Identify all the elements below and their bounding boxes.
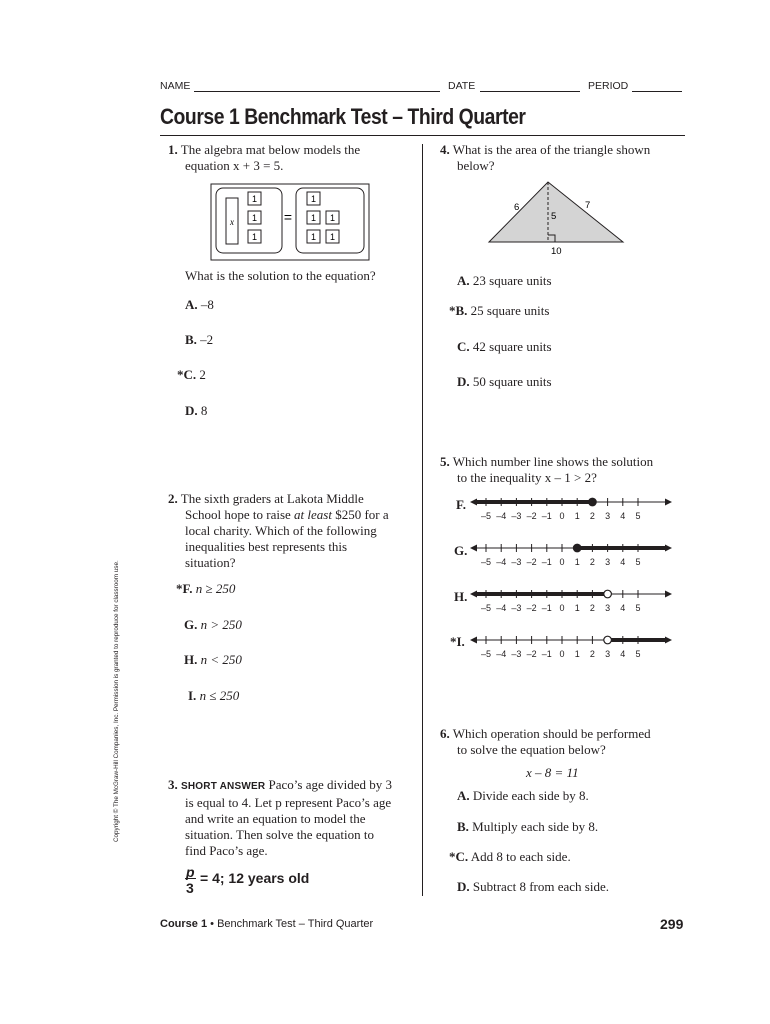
q4-choice-b[interactable] xyxy=(449,303,549,319)
choice-label: A. xyxy=(185,297,198,312)
q5-stem xyxy=(440,454,653,470)
tick-label: 2 xyxy=(589,557,595,567)
choice-label: *C. xyxy=(449,849,469,864)
x-tile-label: x xyxy=(230,217,234,227)
q6-choice-b[interactable] xyxy=(457,819,598,835)
open-point xyxy=(604,590,612,598)
tick-label: 3 xyxy=(605,603,611,613)
unit-tile-label: 1 xyxy=(251,194,258,204)
arrow-right-icon xyxy=(665,499,672,506)
choice-value: Multiply each side by 8. xyxy=(472,819,599,834)
tick-label: 2 xyxy=(589,603,595,613)
choice-label: H. xyxy=(454,589,468,604)
q6-number: 6. xyxy=(440,726,450,741)
tick-label: 1 xyxy=(574,557,580,567)
q6-choice-c[interactable] xyxy=(449,849,571,865)
tick-label: 3 xyxy=(605,557,611,567)
unit-tile-label: 1 xyxy=(251,213,258,223)
q5-number: 5. xyxy=(440,454,450,469)
q6-choice-a[interactable] xyxy=(457,788,589,804)
q5-text-line2: to the inequality x – 1 > 2? xyxy=(457,470,597,485)
q3-answer xyxy=(185,864,385,896)
q1-text-line2: equation x + 3 = 5. xyxy=(185,158,284,173)
tick-label: –3 xyxy=(511,649,522,659)
tick-label: –2 xyxy=(526,603,537,613)
answer-result: = 4; 12 years old xyxy=(200,870,310,886)
tick-label: –5 xyxy=(480,649,492,659)
tick-label: 4 xyxy=(620,603,626,613)
q5-option-label-g[interactable] xyxy=(454,543,467,559)
closed-point xyxy=(573,544,581,552)
q3-line: is equal to 4. Let p represent Paco’s age xyxy=(185,795,392,810)
choice-label: C. xyxy=(457,339,470,354)
tick-label: 1 xyxy=(574,511,580,521)
choice-label: D. xyxy=(457,374,470,389)
triangle-figure xyxy=(485,178,630,258)
tick-label: –4 xyxy=(496,511,507,521)
tick-label: 1 xyxy=(574,603,580,613)
choice-label: F. xyxy=(456,497,466,512)
choice-value: n ≤ 250 xyxy=(199,688,240,703)
choice-label: B. xyxy=(457,819,469,834)
date-label: DATE xyxy=(448,80,476,92)
height-label: 5 xyxy=(551,211,557,222)
answer-denominator: 3 xyxy=(186,880,194,896)
tick-label: 4 xyxy=(620,649,626,659)
tick-label: 0 xyxy=(559,557,565,567)
choice-label: A. xyxy=(457,273,470,288)
tick-label: –3 xyxy=(511,603,522,613)
q3-number: 3. xyxy=(168,777,178,792)
q3-line: Paco’s age divided by 3 xyxy=(268,777,392,792)
q4-choice-a[interactable] xyxy=(457,273,552,289)
column-divider xyxy=(422,144,423,896)
choice-value: 2 xyxy=(199,367,206,382)
q2-choice-f[interactable] xyxy=(176,581,235,597)
choice-label: *B. xyxy=(449,303,468,318)
q1-number: 1. xyxy=(168,142,178,157)
q4-stem xyxy=(440,142,650,158)
q4-number: 4. xyxy=(440,142,450,157)
choice-value: –8 xyxy=(200,297,214,312)
copyright-notice: Copyright © The McGraw-Hill Companies, Inc. Permission is granted to reproduce for classroom use. xyxy=(113,560,120,842)
tick-label: –1 xyxy=(541,511,552,521)
arrow-left-icon xyxy=(470,545,477,552)
tick-label: 5 xyxy=(635,511,641,521)
tick-label: –5 xyxy=(480,603,492,613)
tick-label: –2 xyxy=(526,557,537,567)
mat-left-unit-tiles xyxy=(248,192,261,243)
q2-line: The sixth graders at Lakota Middle xyxy=(180,491,364,506)
tick-label: –1 xyxy=(541,603,552,613)
choice-label: G. xyxy=(184,617,198,632)
tick-label: –4 xyxy=(496,603,507,613)
q3-line: and write an equation to model the xyxy=(185,811,366,826)
page-title: Course 1 Benchmark Test – Third Quarter xyxy=(160,104,526,129)
choice-label: A. xyxy=(457,788,470,803)
choice-label: B. xyxy=(185,332,197,347)
choice-value: 25 square units xyxy=(470,303,550,318)
number-line xyxy=(470,636,672,659)
choice-value: 23 square units xyxy=(472,273,552,288)
tick-label: –2 xyxy=(526,511,537,521)
tick-label: –4 xyxy=(496,649,507,659)
q1-text-line1: The algebra mat below models the xyxy=(180,142,361,157)
choice-value: n < 250 xyxy=(200,652,242,667)
q1-choice-b[interactable] xyxy=(185,332,213,348)
q5-text-line1: Which number line shows the solution xyxy=(452,454,654,469)
tick-label: 0 xyxy=(559,511,565,521)
q1-choice-a[interactable] xyxy=(185,297,214,313)
q5-option-label-i[interactable] xyxy=(450,634,465,650)
short-answer-tag: SHORT ANSWER xyxy=(181,781,266,792)
q3-line: situation. Then solve the equation to xyxy=(185,827,374,842)
footer-bullet: • xyxy=(210,918,214,930)
number-line xyxy=(470,544,672,567)
q2-choice-g[interactable] xyxy=(184,617,242,633)
q1-choice-d[interactable] xyxy=(185,403,207,419)
q5-option-label-f[interactable] xyxy=(456,497,466,513)
period-field[interactable] xyxy=(632,91,682,92)
tick-label: –3 xyxy=(511,511,522,521)
unit-tile-label: 1 xyxy=(310,213,317,223)
tick-label: 1 xyxy=(574,649,580,659)
right-side-label: 7 xyxy=(585,200,591,211)
tick-label: 2 xyxy=(589,511,595,521)
choice-label: I. xyxy=(188,688,197,703)
choice-value: n > 250 xyxy=(200,617,242,632)
choice-label: D. xyxy=(185,403,198,418)
q4-choice-d[interactable] xyxy=(457,374,552,390)
name-field[interactable] xyxy=(194,91,440,92)
answer-numerator: p xyxy=(186,864,195,880)
q6-text-line1: Which operation should be performed xyxy=(452,726,651,741)
q3-line: find Paco’s age. xyxy=(185,843,268,858)
q6-choice-d[interactable] xyxy=(457,879,609,895)
tick-label: –1 xyxy=(541,649,552,659)
q2-line: $250 for a xyxy=(331,507,389,522)
q2-choice-h[interactable] xyxy=(184,652,242,668)
q2-line: School hope to raise xyxy=(185,507,295,522)
title-rule xyxy=(160,135,685,136)
tick-label: 5 xyxy=(635,603,641,613)
choice-label: H. xyxy=(184,652,198,667)
choice-label: *F. xyxy=(176,581,193,596)
tick-label: –1 xyxy=(541,557,552,567)
arrow-right-icon xyxy=(665,591,672,598)
choice-value: n ≥ 250 xyxy=(195,581,236,596)
q1-choice-c[interactable] xyxy=(177,367,206,383)
number-lines xyxy=(470,492,675,667)
number-line xyxy=(470,590,672,613)
date-field[interactable] xyxy=(480,91,580,92)
tick-label: 3 xyxy=(605,649,611,659)
q2-line: inequalities best represents this xyxy=(185,539,348,554)
unit-tile-label: 1 xyxy=(329,213,336,223)
q6-equation: x – 8 = 11 xyxy=(526,765,579,780)
q2-number: 2. xyxy=(168,491,178,506)
page-number: 299 xyxy=(660,916,684,932)
choice-label: *I. xyxy=(450,634,465,649)
tick-label: –5 xyxy=(480,557,492,567)
footer-test-name: Benchmark Test – Third Quarter xyxy=(217,918,374,930)
algebra-mat xyxy=(210,183,370,261)
choice-value: Add 8 to each side. xyxy=(470,849,571,864)
q4-text-line2: below? xyxy=(457,158,495,173)
unit-tile-label: 1 xyxy=(310,232,317,242)
q1-stem xyxy=(168,142,360,158)
choice-value: 42 square units xyxy=(472,339,552,354)
number-line xyxy=(470,498,672,521)
choice-label: *C. xyxy=(177,367,197,382)
tick-label: –5 xyxy=(480,511,492,521)
tick-label: 4 xyxy=(620,511,626,521)
q1-prompt: What is the solution to the equation? xyxy=(185,268,376,283)
base-label: 10 xyxy=(551,246,562,257)
closed-point xyxy=(589,498,597,506)
choice-value: 8 xyxy=(200,403,208,418)
tick-label: 5 xyxy=(635,649,641,659)
unit-tile-label: 1 xyxy=(251,232,258,242)
tick-label: 0 xyxy=(559,603,565,613)
mat-equals-sign: = xyxy=(283,209,293,225)
q2-stem xyxy=(168,491,418,571)
period-label: PERIOD xyxy=(588,80,629,92)
open-point xyxy=(604,636,612,644)
q5-option-label-h[interactable] xyxy=(454,589,467,605)
footer-course-name: Course 1 xyxy=(160,918,208,930)
name-label: NAME xyxy=(160,80,191,92)
choice-label: D. xyxy=(457,879,470,894)
choice-value: Divide each side by 8. xyxy=(472,788,589,803)
q4-choice-c[interactable] xyxy=(457,339,552,355)
tick-label: 2 xyxy=(589,649,595,659)
q2-line: situation? xyxy=(185,555,236,570)
tick-label: –4 xyxy=(496,557,507,567)
tick-label: 0 xyxy=(559,649,565,659)
arrow-left-icon xyxy=(470,637,477,644)
choice-label: G. xyxy=(454,543,468,558)
choice-value: –2 xyxy=(200,332,214,347)
mat-right-unit-tiles xyxy=(307,192,339,243)
q2-line: local charity. Which of the following xyxy=(185,523,377,538)
fraction-bar xyxy=(185,878,196,879)
footer-course xyxy=(160,918,373,930)
unit-tile-label: 1 xyxy=(310,194,317,204)
unit-tile-label: 1 xyxy=(329,232,336,242)
tick-label: 5 xyxy=(635,557,641,567)
tick-label: 4 xyxy=(620,557,626,567)
q3-stem xyxy=(168,777,420,859)
left-side-label: 6 xyxy=(514,202,520,213)
q6-text-line2: to solve the equation below? xyxy=(457,742,606,757)
tick-label: 3 xyxy=(605,511,611,521)
choice-value: 50 square units xyxy=(472,374,552,389)
tick-label: –2 xyxy=(526,649,537,659)
q4-text-line1: What is the area of the triangle shown xyxy=(452,142,651,157)
q2-choice-i[interactable] xyxy=(188,688,239,704)
tick-label: –3 xyxy=(511,557,522,567)
q2-emphasis: at least xyxy=(294,507,332,522)
choice-value: Subtract 8 from each side. xyxy=(472,879,609,894)
q6-stem xyxy=(440,726,651,742)
